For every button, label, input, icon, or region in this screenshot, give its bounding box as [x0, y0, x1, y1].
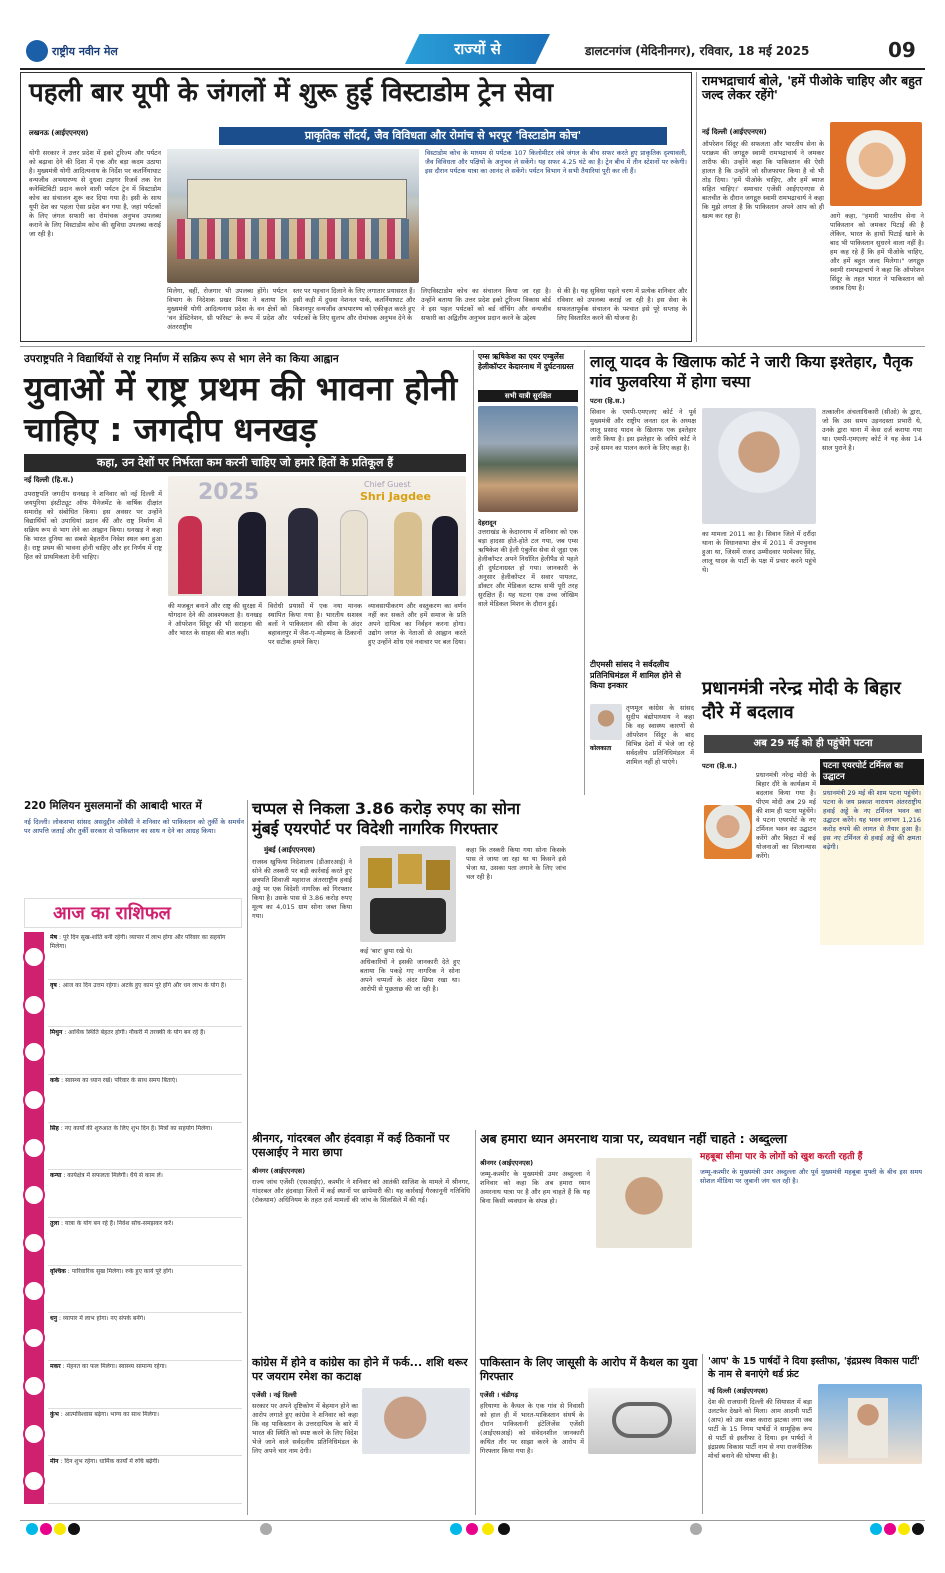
- zodiac-icon: [23, 1184, 45, 1206]
- dhankhar-body-4: व्यावसायीकरण और वस्तुकरण का वर्णन नहीं कर सकते और हमें समाज के प्रति अपने दायित्व का निर्वहन करना होगा। उद्योग जगत के नेताओं से आह्वान करते हुए उन्होंने शोध एवं नवाचार पर बल दिया।: [368, 602, 466, 646]
- kaithal-body: हरियाणा के कैथल के एक गांव से निवासी को हाल ही में भारत-पाकिस्तान संघर्ष के दौरान पाकिस्तानी इंटेलिजेंस एजेंसी (आईएसआई) को संवेदनशील जानकारी कथित तौर पर साझा करने के आरोप में गिरफ्तार किया गया है।: [480, 1402, 584, 1455]
- reg-mark: [54, 1523, 66, 1535]
- muslims-headline: 220 मिलियन मुसलमानों की आबादी भारत में: [24, 800, 202, 812]
- kedarnath-story: [476, 350, 581, 795]
- congress-photo: [362, 1388, 470, 1454]
- modi-box-body: प्रधानमंत्री 29 मई की शाम पटना पहुंचेंगे। पटना के जय प्रकाश नारायण अंतरराष्ट्रीय हवाई अड्डे के नए टर्मिनल भवन का उद्घाटन करेंगे। यह भवन लगभग 1,216 करोड़ रुपये की लागत से तैयार हुआ है। इस नए टर्मिनल से हवाई अड्डे की क्षमता बढ़ेगी।: [823, 789, 921, 851]
- rashifal-title-box: [24, 898, 242, 928]
- kaithal-byline: एजेंसी । चंडीगढ़: [480, 1391, 519, 1399]
- muslims-story: [20, 800, 245, 892]
- rashifal-sign-text: मेहनत का फल मिलेगा। स्वास्थ्य सामान्य रहेगा।: [66, 1363, 167, 1370]
- rashifal-sign-text: पूरे दिन सुख-शांति बनी रहेगी। व्यापार में लाभ होगा और परिवार का सहयोग मिलेगा।: [50, 934, 226, 950]
- lalu-photo: [702, 408, 816, 524]
- lalu-body-3: तत्कालीन अंचलाधिकारी (सीओ) के द्वारा, जो कि उस समय उड़नदस्ता प्रभारी थे, उनके द्वारा थाना में केस दर्ज कराया गया था। एमपी-एमएलए कोर्ट ने यह केस 14 साल पुराने है।: [822, 408, 922, 452]
- modi-photo: [704, 805, 752, 859]
- zodiac-icon: [23, 946, 45, 968]
- rashifal-item: मीन : दिन शुभ रहेगा। धार्मिक कार्यों में रुचि बढ़ेगी।: [50, 1458, 160, 1466]
- reg-mark: [26, 1523, 38, 1535]
- zodiac-icon: [23, 1280, 45, 1302]
- abdullah-story: [478, 1130, 925, 1350]
- reg-mark: [40, 1523, 52, 1535]
- zodiac-icon: [23, 1232, 45, 1254]
- congress-story: [250, 1354, 472, 1519]
- congress-byline: एजेंसी । नई दिल्ली: [252, 1391, 297, 1399]
- rashifal-item: वृष : आज का दिन उत्तम रहेगा। अटके हुए काम पूरे होंगे और धन लाभ के योग हैं।: [50, 981, 227, 989]
- gold-caption: कई 'बार' छुपा रखे थे।: [360, 947, 413, 955]
- kaithal-headline: पाकिस्तान के लिए जासूसी के आरोप में कैथल का युवा गिरफ्तार: [480, 1356, 698, 1383]
- rashifal-divider: [48, 1360, 242, 1361]
- abdullah-body: जम्मू-कश्मीर के मुख्यमंत्री उमर अब्दुल्ला ने शनिवार को कहा कि अब हमारा ध्यान अमरनाथ यात्रा पर है और हम चाहते हैं कि यह बिना किसी व्यवधान के संपन्न हो।: [480, 1170, 590, 1205]
- zodiac-icon: [23, 994, 45, 1016]
- rashifal-divider: [48, 1408, 242, 1409]
- aap-headline: 'आप' के 15 पार्षदों ने दिया इस्तीफा, 'इंद्रप्रस्थ विकास पार्टी' के नाम से बनाएंगे थर्ड फ्रंट: [708, 1356, 920, 1380]
- lalu-body-1: सिवान के एमपी-एमएलए कोर्ट ने पूर्व मुख्यमंत्री और राष्ट्रीय जनता दल के अध्यक्ष लालू प्रसाद यादव के खिलाफ एक इश्तेहार जारी किया है। इस इश्तेहार के जरिये कोर्ट ने उन्हें समन का पालन करने के लिए कहा है।: [590, 408, 696, 452]
- muslims-body: नई दिल्ली। लोकसभा सांसद असदुद्दीन ओवैसी ने शनिवार को पाकिस्तान को तुर्की के समर्थन पर आपत्ति जताई और तुर्की सरकार से पाकिस्तान का साथ न देने का आग्रह किया।: [24, 818, 244, 835]
- modi-deck: अब 29 मई को ही पहुंचेंगे पटना: [704, 735, 922, 753]
- reg-mark: [482, 1523, 494, 1535]
- kedarnath-tag: सभी यात्री सुरक्षित: [478, 390, 578, 402]
- rashifal-sign-text: नए कार्यों की शुरुआत के लिए शुभ दिन है। मित्रों का सहयोग मिलेगा।: [64, 1124, 213, 1132]
- aap-photo: [818, 1384, 922, 1464]
- rambhadra-story: [700, 72, 925, 342]
- page-number: 09: [888, 38, 916, 62]
- col-sep-4: [247, 800, 248, 1515]
- rashifal-divider: [48, 1455, 242, 1456]
- vistadome-headline: पहली बार यूपी के जंगलों में शुरू हुई विस्टाडोम ट्रेन सेवा: [29, 78, 554, 108]
- aap-body: देश की राजधानी दिल्ली की सियासत में बड़ा उलटफेर देखने को मिला। आम आदमी पार्टी (आप) को उस वक्त करारा झटका लगा जब पार्टी के 15 निगम पार्षदों ने सामूहिक रूप से पार्टी से इस्तीफा दे दिया। इन पार्षदों ने इंद्रप्रस्थ विकास पार्टी नाम से नया राजनीतिक मोर्चा बनाने की घोषणा की है।: [708, 1398, 812, 1460]
- dateline: डालटनगंज (मेदिनीनगर), रविवार, 18 मई 2025: [585, 44, 810, 58]
- col-sep-1: [696, 72, 697, 342]
- rashifal-sign-name: तुला: [50, 1220, 60, 1227]
- kedarnath-kicker: एम्स ऋषिकेश का एयर एम्बुलेंस हेलीकॉप्टर केदारनाथ में दुर्घटनाग्रस्त: [478, 352, 574, 371]
- aap-byline: नई दिल्ली (आईएएनएस): [708, 1387, 769, 1395]
- reg-mark: [690, 1523, 702, 1535]
- lalu-body-2: का मामला 2011 का है। सिवान जिले में दरौंदा थाना के विधानसभा क्षेत्र में 2011 में उपचुनाव हुआ था, जिसमें राजद उम्मीदवार परमेश्वर सिंह, लालू यादव के पार्टी के पक्ष में प्रचार करने पहुंचे थे।: [702, 530, 816, 574]
- rashifal-item: कर्क : स्वास्थ्य का ध्यान रखें। परिवार के साथ समय बिताएं।: [50, 1077, 178, 1084]
- rashifal-item: मिथुन : आर्थिक स्थिति बेहतर होगी। नौकरी में तरक्की के योग बन रहे हैं।: [50, 1029, 206, 1037]
- aap-story: [706, 1354, 925, 1519]
- vistadome-body-6: से की है। यह सुविधा पहले चरण में प्रत्येक शनिवार और रविवार को उपलब्ध कराई जा रही है। इस सेवा के सफलतापूर्वक संचालन के पश्चात इसे पूरे सप्ताह के लिए विस्तारित करने की योजना है।: [557, 287, 687, 322]
- rashifal-sign-text: आत्मविश्वास बढ़ेगा। भाग्य का साथ मिलेगा।: [64, 1410, 159, 1418]
- vistadome-body-5: लिएविस्टाडोम कोच का संचालन किया जा रहा है। उन्होंने बताया कि उत्तर प्रदेश इको टूरिज्म विकास बोर्ड ने इस पहल पर्यटकों को बर्ड वॉचिंग और वन्यजीव सफारी का अद्वितीय अनुभव प्रदान करने के उद्देश्य: [421, 287, 551, 322]
- lalu-headline: लालू यादव के खिलाफ कोर्ट ने जारी किया इश्तेहार, पैतृक गांव फुलवरिया में होगा चस्पा: [590, 353, 913, 391]
- masthead: [20, 34, 925, 68]
- rashifal-sign-name: धनु: [50, 1315, 58, 1323]
- rashifal-item: कुंभ : आत्मविश्वास बढ़ेगा। भाग्य का साथ मिलेगा।: [50, 1410, 159, 1418]
- rashifal-sign-name: मेष: [50, 934, 58, 941]
- dhankhar-body-1: उपराष्ट्रपति जगदीप धनखड़ ने शनिवार को नई दिल्ली में जयपुरिया इंस्टीट्यूट ऑफ मैनेजमेंट के वार्षिक दीक्षांत समारोह को संबोधित किया। इस अवसर पर उन्होंने विद्यार्थियों को उपाधियां प्रदान कीं और राष्ट्र निर्माण में सक्रिय रूप से भाग लेने का आह्वान किया। धनखड़ ने कहा कि भारत दुनिया का सबसे बेहतरीन निवेश स्थल बना हुआ है। राष्ट्र प्रथम की भावना होनी चाहिए और हर निर्णय में राष्ट्र हित को प्राथमिकता देनी चाहिए।: [24, 490, 162, 561]
- rashifal-sign-name: मकर: [50, 1363, 61, 1370]
- rashifal-sign-text: दिन शुभ रहेगा। धार्मिक कार्यों में रुचि बढ़ेगी।: [64, 1458, 160, 1466]
- rashifal-divider: [48, 1026, 242, 1027]
- zodiac-icon: [23, 1089, 45, 1111]
- reg-mark: [466, 1523, 478, 1535]
- modi-body: प्रधानमंत्री नरेन्द्र मोदी के बिहार दौरे के कार्यक्रम में बदलाव किया गया है। पीएम मोदी अब 29 मई की शाम ही पटना पहुंचेंगे। वे पटना एयरपोर्ट के नए टर्मिनल भवन का उद्घाटन करेंगे और बिहटा में कई योजनाओं का शिलान्यास करेंगे।: [756, 771, 816, 860]
- masthead-rule: [20, 68, 925, 70]
- tmc-headline: टीएमसी सांसद ने सर्वदलीय प्रतिनिधिमंडल में शामिल होने से किया इनकार: [590, 660, 682, 690]
- abdullah-side-headline: महबूबा सीमा पार के लोगों को खुश करती रहती हैं: [700, 1152, 863, 1162]
- vistadome-body-2: विस्टाडोम कोच के माध्यम से पर्यटक 107 किलोमीटर लंबे जंगल के बीच सफर करते हुए प्राकृतिक दृश्यावली, जैव विविधता और पक्षियों के अनुभव ले सकेंगे। यह सफर 4.25 घंटे का है। ट्रेन बीच में तीन स्टेशनों पर रुकेगी। इस दौरान पर्यटक यात्रा का आनंद ले सकेंगे। पर्यटन विभाग ने सभी तैयारियां पूरी कर ली हैं।: [425, 149, 687, 175]
- rashifal-divider: [48, 1503, 242, 1504]
- abdullah-side-body: जम्मू-कश्मीर के मुख्यमंत्री उमर अब्दुल्ला और पूर्व मुख्यमंत्री महबूबा मुफ्ती के बीच इस समय सोशल मीडिया पर जुबानी जंग चल रही है।: [700, 1168, 922, 1185]
- rashifal-sign-name: कन्या: [50, 1172, 62, 1180]
- rambhadra-body-2: आगे कहा, "हमारी भारतीय सेना ने पाकिस्तान को जमकर पिटाई की है लेकिन, भारत के हाथों पिटाई खाने के बाद भी पाकिस्तान सुधरने वाला नहीं है। हम कह रहे हैं कि हमें पीओके चाहिए, और हमें बहुत जल्द मिलेगा।" जगद्गुरु स्वामी रामभद्राचार्य ने कहा कि ऑपरेशन सिंदूर के तहत भारत ने पाकिस्तान को जवाब दिया है।: [830, 212, 924, 292]
- rashifal-divider: [48, 1169, 242, 1170]
- lalu-story: [588, 350, 925, 650]
- dhankhar-deck: कहा, उन देशों पर निर्भरता कम करनी चाहिए जो हमारे हितों के प्रतिकूल हैं: [24, 454, 466, 472]
- rashifal-divider: [48, 1265, 242, 1266]
- rambhadra-photo: [830, 122, 922, 206]
- rashifal-divider: [48, 1122, 242, 1123]
- tmc-byline: कोलकाता: [590, 745, 612, 752]
- reg-mark: [912, 1523, 924, 1535]
- gold-body-3: कहा कि तस्करी किया गया सोना किसके पास ले जाया जा रहा था या किसने इसे भेजा था, उसका पता लगाने के लिए जांच चल रही है।: [466, 846, 566, 881]
- vistadome-body-1: योगी सरकार ने उत्तर प्रदेश में इको टूरिज्म और पर्यटन को बढ़ावा देने की दिशा में एक और बड़ा कदम उठाया है। मुख्यमंत्री योगी आदित्यनाथ के निर्देश पर कतर्नियाघाट वन्यजीव अभयारण्य से दुधवा टाइगर रिजर्व तक रेल कनेक्टिविटी प्रदान करने वाली पर्यटन ट्रेन में विस्टाडोम कोच का संचालन शुरू कर दिया गया है। इसी के साथ यूपी देश का पहला ऐसा प्रदेश बन गया है, जहां पर्यटकों के लिए जंगल सफारी का रोमांचक अनुभव उपलब्ध कराने के लिए विस्टाडोम कोच की सुविधा उपलब्ध कराई जा रही है।: [29, 149, 161, 238]
- reg-mark: [68, 1523, 80, 1535]
- rashifal-divider: [48, 1312, 242, 1313]
- reg-mark: [498, 1523, 510, 1535]
- dhankhar-body-2: की मजबूत बनाने और राष्ट्र की सुरक्षा में योगदान देने की आवश्यकता है। धनखड़ ने ऑपरेशन सिंदूर की भी सराहना की और भारत के साहस की बात कही।: [168, 602, 262, 637]
- vistadome-story: [20, 72, 692, 342]
- srinagar-body: राज्य जांच एजेंसी (एसआईए), कश्मीर ने शनिवार को आतंकी साजिश के मामले में श्रीनगर, गांदरबल और हंदवाड़ा जिलों में कई स्थानों पर छापेमारी की। यह कार्रवाई गैरकानूनी गतिविधि (रोकथाम) अधिनियम के तहत दर्ज मामलों की जांच के सिलसिले में की गई।: [252, 1178, 470, 1204]
- dhankhar-kicker: उपराष्ट्रपति ने विद्यार्थियों से राष्ट्र निर्माण में सक्रिय रूप से भाग लेने का किया आह्वान: [24, 353, 339, 365]
- lalu-byline: पटना (हि.स.): [590, 397, 625, 405]
- modi-story: [700, 655, 925, 945]
- rashifal-item: मेष : पूरे दिन सुख-शांति बनी रहेगी। व्यापार में लाभ होगा और परिवार का सहयोग मिलेगा।: [50, 934, 226, 950]
- footer-strip: [20, 1520, 925, 1534]
- srinagar-story: [250, 1130, 472, 1350]
- srinagar-headline: श्रीनगर, गांदरबल और हंदवाड़ा में कई ठिकानों पर एसआईए ने मारा छापा: [252, 1132, 450, 1159]
- dhankhar-byline: नई दिल्ली (हि.स.): [24, 476, 74, 484]
- reg-mark: [884, 1523, 896, 1535]
- rashifal-sign-name: कुंभ: [50, 1410, 59, 1418]
- zodiac-icon: [23, 1327, 45, 1349]
- tmc-story: [588, 660, 696, 795]
- rashifal-sign-text: यात्रा के योग बन रहे हैं। निवेश सोच-समझकर करें।: [64, 1220, 174, 1227]
- dhankhar-story: [20, 350, 470, 795]
- gold-byline: मुंबई (आईएएनएस): [264, 846, 316, 854]
- kaithal-photo: [588, 1388, 696, 1454]
- rashifal-sign-text: आज का दिन उत्तम रहेगा। अटके हुए काम पूरे होंगे और धन लाभ के योग हैं।: [62, 981, 227, 989]
- section-title: राज्यों से: [454, 40, 501, 58]
- rashifal-title: आज का राशिफल: [53, 903, 171, 924]
- rashifal-divider: [48, 1074, 242, 1075]
- kaithal-story: [478, 1354, 700, 1519]
- zodiac-icon: [23, 1423, 45, 1445]
- rashifal-item: वृश्चिक : पारिवारिक सुख मिलेगा। रुके हुए कार्य पूरे होंगे।: [50, 1267, 174, 1275]
- rashifal-divider: [48, 1217, 242, 1218]
- rashifal-sign-name: कर्क: [50, 1077, 60, 1084]
- srinagar-byline: श्रीनगर (आईएएनएस): [252, 1167, 306, 1175]
- rashifal-list: [20, 932, 245, 1504]
- gold-body-2: अधिकारियों ने इसकी जानकारी देते हुए बताया कि पकड़े गए नागरिक ने सोना अपने चप्पलों के अंदर छिपा रखा था। आरोपी से पूछताछ की जा रही है।: [360, 958, 460, 993]
- rashifal-panel: [20, 898, 245, 1508]
- rashifal-sign-text: आर्थिक स्थिति बेहतर होगी। नौकरी में तरक्की के योग बन रहे हैं।: [68, 1029, 206, 1037]
- col-sep-3: [584, 350, 585, 795]
- gold-body-1: राजस्व खुफिया निदेशालय (डीआरआई) ने सोने की तस्करी पर बड़ी कार्रवाई करते हुए छत्रपति शिवाजी महाराज अंतरराष्ट्रीय हवाई अड्डे पर एक विदेशी नागरिक को गिरफ्तार किया है। उसके पास से 3.86 करोड़ रुपए मूल्य का 4,015 ग्राम सोना जब्त किया गया।: [252, 858, 352, 920]
- reg-mark: [870, 1523, 882, 1535]
- rambhadra-body-1: ऑपरेशन सिंदूर की सफलता और भारतीय सेना के पराक्रम की जगद्गुरु स्वामी रामभद्राचार्य ने जमकर तारीफ की। उन्होंने कहा कि पाकिस्तान की ऐसी हालत है कि उन्होंने जो सीजफायर किया है वो भी तोड़ दिया। 'हमें पीओके चाहिए, और हमें ब्याज सहित चाहिए।' समाचार एजेंसी आईएएनएस से बातचीत के दौरान जगद्गुरु स्वामी रामभद्राचार्य ने कहा कि मुझे लगता है कि पाकिस्तान अपने आप को ही खत्म कर रहा है।: [702, 140, 824, 220]
- paper-logo: [26, 40, 48, 62]
- kedarnath-byline: देहरादून: [478, 519, 497, 527]
- modi-byline: पटना (हि.स.): [702, 762, 737, 770]
- rashifal-sign-name: मिथुन: [50, 1029, 63, 1037]
- zodiac-icon: [23, 1375, 45, 1397]
- col-sep-6: [702, 1354, 703, 1514]
- rashifal-sign-text: कार्यक्षेत्र में सफलता मिलेगी। धैर्य से काम लें।: [67, 1172, 163, 1180]
- abdullah-photo: [596, 1158, 692, 1248]
- rashifal-item: धनु : व्यापार में लाभ होगा। नए संपर्क बनेंगे।: [50, 1315, 146, 1323]
- reg-mark: [260, 1523, 272, 1535]
- vistadome-byline: लखनऊ (आईएएनएस): [29, 129, 89, 137]
- col-sep-5: [475, 1130, 476, 1515]
- dhankhar-body-3: विरोधी प्रयासों में एक नया मानक स्थापित किया गया है। भारतीय सशस्त्र बलों ने पाकिस्तान की सीमा के अंदर बहावलपुर में जैश-ए-मोहम्मद के ठिकानों पर सटीक हमले किए।: [268, 602, 362, 646]
- rashifal-sign-text: स्वास्थ्य का ध्यान रखें। परिवार के साथ समय बिताएं।: [65, 1077, 178, 1084]
- rashifal-sign-name: वृष: [50, 981, 57, 989]
- abdullah-byline: श्रीनगर (आईएएनएस): [480, 1159, 534, 1167]
- gold-kicker: चप्पल से निकला 3.86 करोड़ रुपए का सोना: [252, 799, 521, 818]
- rashifal-sign-name: सिंह: [50, 1124, 59, 1132]
- rashifal-sign-name: वृश्चिक: [50, 1267, 66, 1275]
- vistadome-body-3: मिलेगा, वहीं, रोजगार भी उपलब्ध होंगे। पर्यटन विभाग के निदेशक प्रखर मिश्रा ने बताया कि मुख्यमंत्री योगी आदित्यनाथ प्रदेश के वन क्षेत्रों को 'वन डेस्टिनेशन, थ्री फॉरेस्ट' के रूप में प्रदेश और अंतरराष्ट्रीय: [167, 287, 287, 331]
- tmc-body: तृणमूल कांग्रेस के सांसद सुदीप बंद्योपाध्याय ने कहा कि वह स्वास्थ्य कारणों से ऑपरेशन सिंदूर के बाद विभिन्न देशों में भेजे जा रहे सर्वदलीय प्रतिनिधिमंडल में शामिल नहीं हो पाएंगे।: [626, 704, 694, 766]
- congress-headline: कांग्रेस में होने व कांग्रेस का होने में फर्क... शशि थरूर पर जयराम रमेश का कटाक्ष: [252, 1356, 468, 1383]
- gold-headline: मुंबई एयरपोर्ट पर विदेशी नागरिक गिरफ्तार: [252, 819, 498, 838]
- congress-body: सरकार पर अपने दृष्टिकोण में बेहमान होने का आरोप लगाते हुए कांग्रेस ने शनिवार को कहा कि वह पाकिस्तान के उत्तरदायित्व के बारे में भारत की स्थिति को स्पष्ट करने के लिए विदेश भेजे जाने वाले सर्वदलीय प्रतिनिधिमंडल के लिए अपने चार नाम देगी।: [252, 1402, 358, 1455]
- rashifal-item: तुला : यात्रा के योग बन रहे हैं। निवेश सोच-समझकर करें।: [50, 1220, 174, 1227]
- vistadome-photo: [167, 149, 419, 283]
- modi-headline: प्रधानमंत्री नरेन्द्र मोदी के बिहार दौरे में बदलाव: [702, 678, 901, 723]
- reg-mark: [450, 1523, 462, 1535]
- rashifal-sign-name: मीन: [50, 1458, 59, 1466]
- rambhadra-headline: रामभद्राचार्य बोले, 'हमें पीओके चाहिए और बहुत जल्द लेकर रहेंगे': [702, 73, 923, 103]
- zodiac-icon: [23, 1041, 45, 1063]
- rashifal-item: मकर : मेहनत का फल मिलेगा। स्वास्थ्य सामान्य रहेगा।: [50, 1363, 167, 1370]
- kedarnath-photo: [478, 406, 578, 512]
- rambhadra-byline: नई दिल्ली (आईएएनएस): [702, 128, 767, 136]
- dhankhar-headline: युवाओं में राष्ट्र प्रथम की भावना होनी चाहिए : जगदीप धनखड़: [24, 369, 458, 449]
- abdullah-headline: अब हमारा ध्यान अमरनाथ यात्रा पर, व्यवधान नहीं चाहते : अब्दुल्ला: [480, 1132, 787, 1146]
- rashifal-item: कन्या : कार्यक्षेत्र में सफलता मिलेगी। धैर्य से काम लें।: [50, 1172, 163, 1180]
- paper-name: राष्ट्रीय नवीन मेल: [52, 45, 118, 58]
- zodiac-icon: [23, 1470, 45, 1492]
- rashifal-sign-text: व्यापार में लाभ होगा। नए संपर्क बनेंगे।: [62, 1315, 146, 1323]
- reg-mark: [898, 1523, 910, 1535]
- row1-rule: [20, 346, 925, 347]
- modi-box: [820, 759, 924, 945]
- dhankhar-photo: 2025 Chief Guest Shri Jagdee: [168, 476, 466, 596]
- kedarnath-body: उत्तराखंड के केदारनाथ में शनिवार को एक बड़ा हादसा होते-होते टल गया, जब एम्स ऋषिकेश की हेली एंबुलेंस सेवा से जुड़ा एक हेलीकॉप्टर अपने निर्धारित हेलीपैड से पहले ही दुर्घटनाग्रस्त हो गया। जानकारी के अनुसार हेलीकॉप्टर में सवार पायलट, डॉक्टर और मेडिकल स्टाफ सभी पूरी तरह सुरक्षित हैं। यह घटना एक उच्च जोखिम वाले मेडिकल मिशन के दौरान हुई।: [478, 528, 578, 608]
- rashifal-divider: [48, 979, 242, 980]
- zodiac-icon: [23, 1137, 45, 1159]
- rashifal-item: सिंह : नए कार्यों की शुरुआत के लिए शुभ दिन है। मित्रों का सहयोग मिलेगा।: [50, 1124, 213, 1132]
- vistadome-deck: प्राकृतिक सौंदर्य, जैव विविधता और रोमांच से भरपूर 'विस्टाडोम कोच': [219, 127, 667, 145]
- gold-photo: [360, 846, 456, 942]
- tmc-photo: [590, 704, 622, 740]
- vistadome-body-4: स्तर पर पहचान दिलाने के लिए लगातार प्रयासरत हैं। इसी कड़ी में दुधवा नेशनल पार्क, कतर्नियाघाट और किशनपुर वन्यजीव अभयारण्य को एकीकृत करते हुए पर्यटकों के लिए सुलभ और रोमांचक अनुभव देने के: [293, 287, 415, 322]
- col-sep-2: [473, 350, 474, 795]
- gold-story: [250, 798, 695, 1128]
- modi-box-title: पटना एयरपोर्ट टर्मिनल का उद्घाटन: [820, 759, 924, 785]
- rashifal-sign-text: पारिवारिक सुख मिलेगा। रुके हुए कार्य पूरे होंगे।: [71, 1267, 174, 1275]
